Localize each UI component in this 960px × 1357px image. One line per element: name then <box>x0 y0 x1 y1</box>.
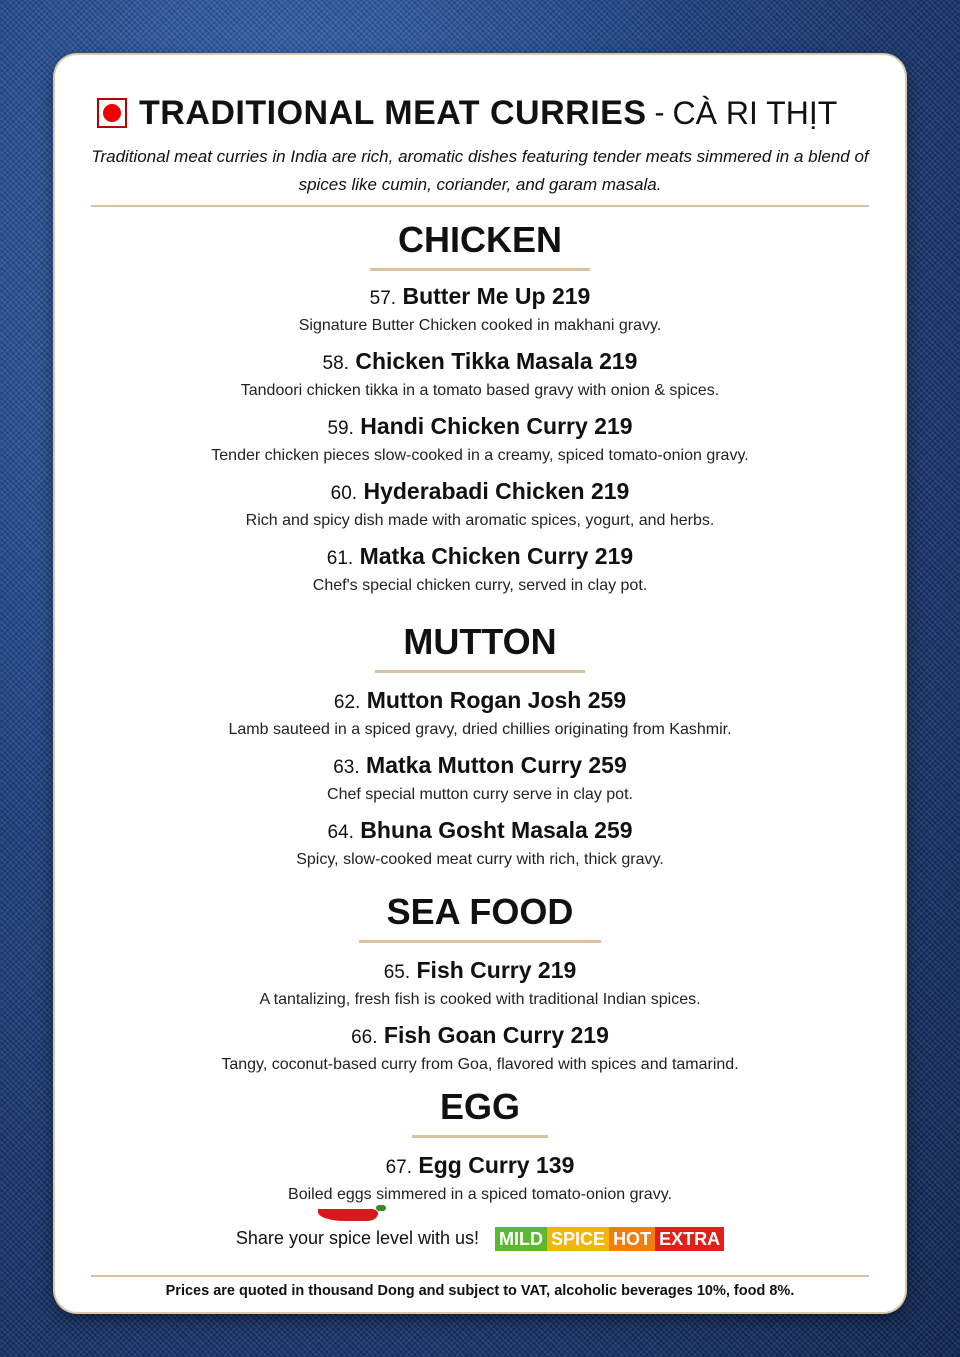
spice-mild-badge: MILD <box>495 1227 547 1251</box>
item-number: 67. <box>385 1157 413 1178</box>
item-description: Spicy, slow-cooked meat curry with rich, thick gravy. <box>296 851 664 868</box>
divider <box>91 205 869 207</box>
item-description: Signature Butter Chicken cooked in makhani gravy. <box>298 317 662 334</box>
item-name: Fish Curry 219 <box>416 957 577 983</box>
item-name: Matka Chicken Curry 219 <box>359 543 634 569</box>
item-number: 62. <box>333 692 361 713</box>
item-description: Tangy, coconut-based curry from Goa, flavored with spices and tamarind. <box>221 1056 739 1073</box>
divider <box>91 1275 869 1277</box>
section-title: CHICKEN <box>370 218 590 271</box>
item-number: 66. <box>351 1027 378 1048</box>
section-egg <box>55 1085 905 1207</box>
item-description: Lamb sauteed in a spiced gravy, dried chillies originating from Kashmir. <box>228 721 732 738</box>
menu-card <box>55 55 905 1312</box>
item-description: Tandoori chicken tikka in a tomato based gravy with onion & spices. <box>240 382 720 399</box>
item-name: Butter Me Up 219 <box>402 283 591 309</box>
menu-item <box>55 476 905 509</box>
menu-header <box>97 91 877 135</box>
item-name: Mutton Rogan Josh 259 <box>366 687 627 713</box>
item-name: Handi Chicken Curry 219 <box>360 413 633 439</box>
item-name: Bhuna Gosht Masala 259 <box>360 817 633 843</box>
item-description: Tender chicken pieces slow-cooked in a creamy, spiced tomato-onion gravy. <box>211 447 749 464</box>
spice-level-text <box>236 1225 479 1251</box>
spice-spice-badge: SPICE <box>547 1227 609 1251</box>
menu-item <box>55 955 905 988</box>
price-footnote: Prices are quoted in thousand Dong and subject to VAT, alcoholic beverages 10%, food 8%. <box>165 1283 795 1299</box>
item-description: Chef's special chicken curry, served in clay pot. <box>312 577 648 594</box>
spice-hot-badge: HOT <box>609 1227 655 1251</box>
section-chicken <box>55 218 905 598</box>
menu-item <box>55 685 905 718</box>
item-number: 60. <box>330 483 358 504</box>
section-title: EGG <box>412 1085 548 1138</box>
item-name: Matka Mutton Curry 259 <box>366 752 627 778</box>
spice-extra-badge: EXTRA <box>655 1227 724 1251</box>
section-title: SEA FOOD <box>359 890 602 943</box>
item-number: 58. <box>322 353 349 374</box>
title-separator: - <box>654 96 665 129</box>
item-number: 63. <box>333 757 360 778</box>
menu-item <box>55 815 905 848</box>
section-seafood <box>55 890 905 1077</box>
item-name: Egg Curry 139 <box>418 1152 575 1178</box>
section-title: MUTTON <box>375 620 584 673</box>
item-name: Chicken Tikka Masala 219 <box>355 348 638 374</box>
menu-item <box>55 346 905 379</box>
item-name: Hyderabadi Chicken 219 <box>363 478 630 504</box>
section-mutton <box>55 620 905 872</box>
menu-item <box>55 1020 905 1053</box>
spice-level-label: Share your spice level with us! <box>235 1228 480 1248</box>
item-number: 59. <box>327 418 354 439</box>
item-number: 57. <box>369 288 397 309</box>
chili-pepper-icon <box>318 1209 378 1221</box>
menu-item <box>55 411 905 444</box>
spice-level-row <box>55 1211 905 1251</box>
item-description: A tantalizing, fresh fish is cooked with traditional Indian spices. <box>259 991 701 1008</box>
menu-item <box>55 281 905 314</box>
item-name: Fish Goan Curry 219 <box>383 1022 609 1048</box>
item-description: Boiled eggs simmered in a spiced tomato-onion gravy. <box>288 1186 672 1203</box>
red-circle-flag-icon <box>97 98 127 128</box>
intro-text: Traditional meat curries in India are rich, aromatic dishes featuring tender meats simmered in a blend of spices like cumin, coriander, and garam masala. <box>91 147 869 194</box>
menu-item <box>55 541 905 574</box>
item-description: Chef special mutton curry serve in clay pot. <box>327 786 633 803</box>
menu-item <box>55 750 905 783</box>
item-number: 61. <box>326 548 354 569</box>
page-title: TRADITIONAL MEAT CURRIES <box>139 93 647 132</box>
menu-item <box>55 1150 905 1183</box>
item-number: 64. <box>327 822 354 843</box>
item-description: Rich and spicy dish made with aromatic spices, yogurt, and herbs. <box>245 512 715 529</box>
spice-level-badges <box>495 1227 724 1251</box>
item-number: 65. <box>383 962 411 983</box>
page-subtitle: CÀ RI THỊT <box>672 94 838 131</box>
